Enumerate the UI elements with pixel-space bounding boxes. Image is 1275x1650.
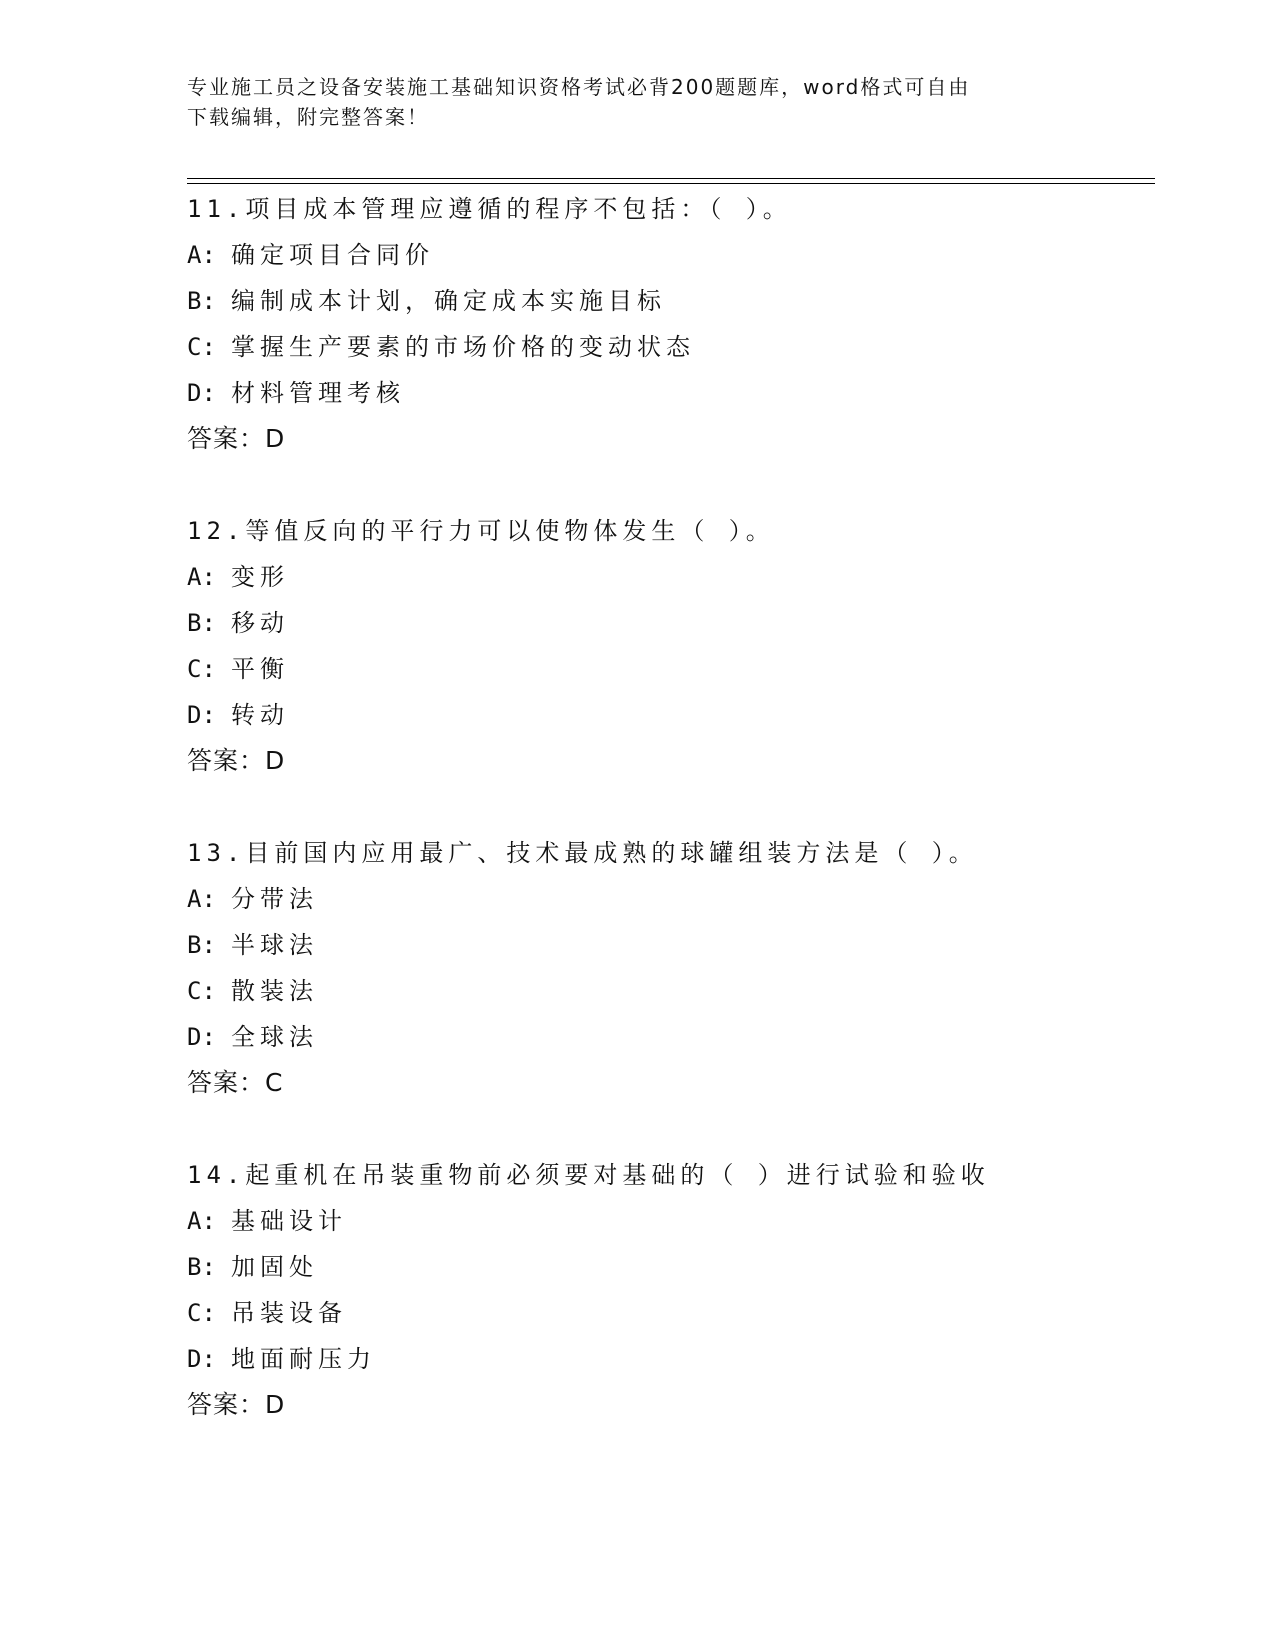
answer-line: 答案：D [187,746,286,775]
option-text: 分带法 [231,885,318,913]
option-letter: B: [187,287,216,315]
question-block [187,830,1147,1106]
option-text: 转动 [231,701,289,729]
question-stem: 13.目前国内应用最广、技术最成熟的球罐组装方法是（ ）。 [187,839,978,867]
option-letter: B: [187,1253,216,1281]
option-text: 吊装设备 [231,1299,347,1327]
option-b [187,922,1147,968]
answer-line: 答案：C [187,1068,284,1097]
document-header [187,72,1087,132]
option-a [187,876,1147,922]
option-letter: D: [187,1023,216,1051]
header-line-2: 下载编辑，附完整答案！ [187,105,429,129]
option-letter: C: [187,655,216,683]
option-letter: B: [187,931,216,959]
option-letter: A: [187,1207,216,1235]
option-a [187,1198,1147,1244]
option-d [187,692,1147,738]
option-b [187,1244,1147,1290]
option-c [187,646,1147,692]
question-stem: 11.项目成本管理应遵循的程序不包括：（ ）。 [187,195,792,223]
option-c [187,1290,1147,1336]
option-text: 全球法 [231,1023,318,1051]
answer-line: 答案：D [187,1390,286,1419]
option-c [187,968,1147,1014]
option-b [187,600,1147,646]
option-text: 移动 [231,609,289,637]
option-text: 半球法 [231,931,318,959]
option-d [187,1014,1147,1060]
question-block [187,1152,1147,1428]
option-letter: D: [187,701,216,729]
option-letter: A: [187,885,216,913]
option-a [187,232,1147,278]
option-letter: A: [187,563,216,591]
option-text: 加固处 [231,1253,318,1281]
option-letter: B: [187,609,216,637]
question-block [187,508,1147,784]
option-d [187,1336,1147,1382]
option-text: 确定项目合同价 [231,241,434,269]
option-text: 变形 [231,563,289,591]
answer-line: 答案：D [187,424,286,453]
option-letter: A: [187,241,216,269]
question-stem: 12.等值反向的平行力可以使物体发生（ ）。 [187,517,775,545]
option-letter: C: [187,333,216,361]
option-letter: C: [187,977,216,1005]
option-text: 地面耐压力 [231,1345,376,1373]
option-text: 掌握生产要素的市场价格的变动状态 [231,333,695,361]
option-text: 平衡 [231,655,289,683]
option-d [187,370,1147,416]
question-stem: 14.起重机在吊装重物前必须要对基础的（ ）进行试验和验收 [187,1161,990,1189]
header-line-1: 专业施工员之设备安装施工基础知识资格考试必背200题题库，word格式可自由 [187,75,971,99]
option-b [187,278,1147,324]
header-divider-top [187,178,1155,179]
option-letter: C: [187,1299,216,1327]
option-text: 编制成本计划，确定成本实施目标 [231,287,666,315]
option-a [187,554,1147,600]
option-letter: D: [187,1345,216,1373]
option-letter: D: [187,379,216,407]
header-divider-bottom [187,183,1155,184]
question-block [187,186,1147,462]
option-text: 材料管理考核 [231,379,405,407]
option-text: 基础设计 [231,1207,347,1235]
option-c [187,324,1147,370]
option-text: 散装法 [231,977,318,1005]
